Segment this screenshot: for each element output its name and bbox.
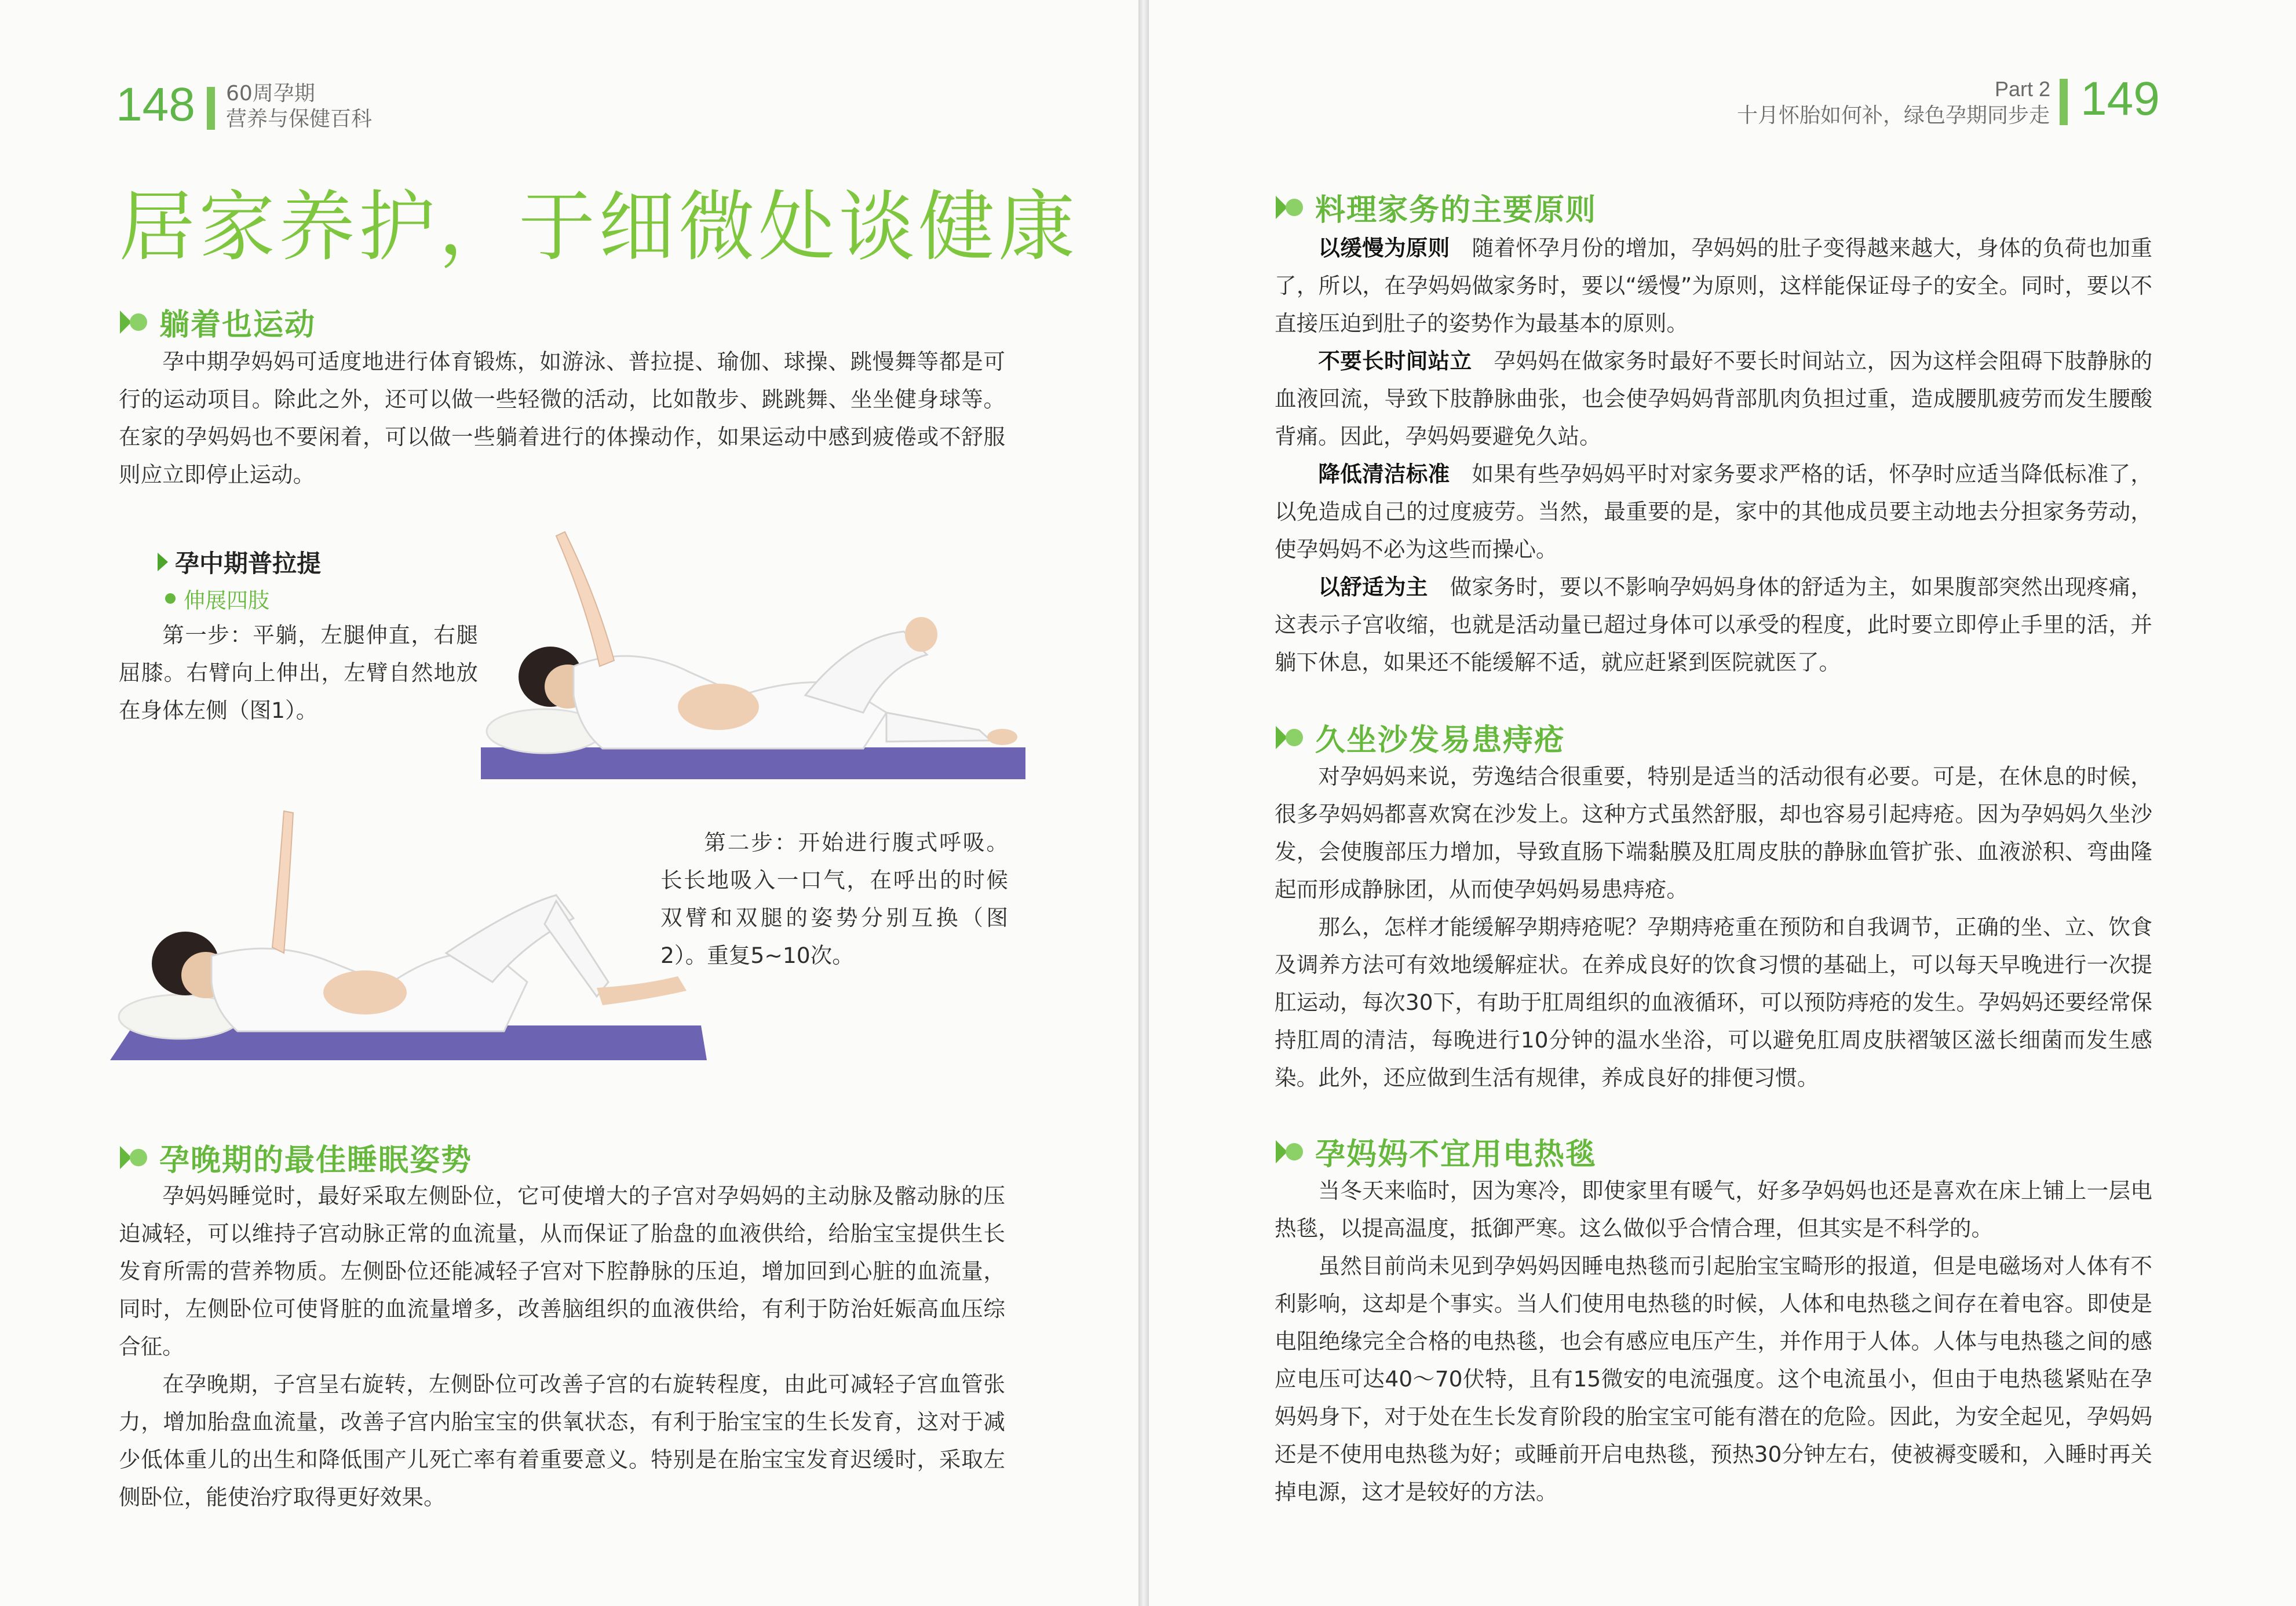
section-marker-icon	[119, 1144, 149, 1171]
blanket-paragraph-2: 虽然目前尚未见到孕妈妈因睡电热毯而引起胎宝宝畸形的报道，但是电磁场对人体有不利影响，这却是个事实。当人们使用电热毯的时候，人体和电热毯之间存在着电容。即使是电阻绝缘完全合格的电热毯，也会有感应电压产生，并作用于人体。人体与电热毯之间的感应电压可达40～70伏特，且有15微安的电流强度。这个电流虽小，但由于电热毯紧贴在孕妈妈身下，对于处在生长发育阶段的胎宝宝可能有潜在的危险。因此，为安全起见，孕妈妈还是不使用电热毯为好；或睡前开启电热毯，预热30分钟左右，使被褥变暖和，入睡时再关掉电源，这才是较好的方法。	[1275, 1253, 2152, 1505]
main-title: 居家养护，于细微处谈健康	[119, 183, 1078, 272]
exercise-title	[158, 545, 321, 579]
section-marker-icon	[1275, 194, 1305, 221]
section-marker-icon	[1275, 1138, 1305, 1166]
housework-item-2	[1275, 342, 2152, 455]
left-page	[0, 0, 1138, 1606]
item-label: 降低清洁标准	[1318, 461, 1450, 487]
housework-item-4	[1275, 568, 2152, 681]
right-page	[1149, 0, 2296, 1606]
exercise-subtitle-text: 伸展四肢	[184, 588, 269, 613]
triangle-icon	[158, 553, 168, 571]
exercise-subtitle	[165, 583, 269, 614]
hemorrhoids-paragraph-1: 对孕妈妈来说，劳逸结合很重要，特别是适当的活动很有必要。可是，在休息的时候，很多孕妈妈都喜欢窝在沙发上。这种方式虽然舒服，却也容易引起痔疮。因为孕妈妈久坐沙发，会使腹部压力增加，导致直肠下端黏膜及肛周皮肤的静脉血管扩张、血液淤积、弯曲隆起而形成静脉团，从而使孕妈妈易患痔疮。	[1275, 764, 2152, 902]
sleep-paragraph-1: 孕妈妈睡觉时，最好采取左侧卧位，它可使增大的子宫对孕妈妈的主动脉及髂动脉的压迫减轻，可以维持子宫动脉正常的血流量，从而保证了胎盘的血液供给，给胎宝宝提供生长发育所需的营养物质。左侧卧位还能减轻子宫对下腔静脉的压迫，增加回到心脏的血流量，同时，左侧卧位可使肾脏的血流量增多，改善脑组织的血液供给，有利于防治妊娠高血压综合征。	[119, 1183, 1005, 1359]
item-label: 以舒适为主	[1318, 574, 1428, 600]
page-number-left: 148	[116, 78, 195, 131]
section-heading-sleep-position	[119, 1136, 472, 1179]
blanket-paragraph-1: 当冬天来临时，因为寒冷，即使家里有暖气，好多孕妈妈也还是喜欢在床上铺上一层电热毯，以提高温度，抵御严寒。这么做似乎合情合理，但其实是不科学的。	[1275, 1178, 2152, 1241]
item-label: 不要长时间站立	[1318, 348, 1472, 374]
section-heading-text: 久坐沙发易患痔疮	[1315, 723, 1566, 758]
page-number-right: 149	[2080, 72, 2160, 125]
section-heading-text: 料理家务的主要原则	[1315, 193, 1597, 228]
section1-paragraph: 孕中期孕妈妈可适度地进行体育锻炼，如游泳、普拉提、瑜伽、球操、跳慢舞等都是可行的运动项目。除此之外，还可以做一些轻微的活动，比如散步、跳跳舞、坐坐健身球等。在家的孕妈妈也不要闲着，可以做一些躺着进行的体操动作，如果运动中感到疲倦或不舒服则应立即停止运动。	[119, 349, 1005, 487]
section-heading-housework	[1275, 185, 1597, 229]
section-heading-electric-blanket	[1275, 1130, 1597, 1173]
sleep-paragraph-2: 在孕晚期，子宫呈右旋转，左侧卧位可改善子宫的右旋转程度，由此可减轻子宫血管张力，增加胎盘血流量，改善子宫内胎宝宝的供氧状态，有利于胎宝宝的生长发育，这对于减少低体重儿的出生和降低围产儿死亡率有着重要意义。特别是在胎宝宝发育迟缓时，采取左侧卧位，能使治疗取得更好效果。	[119, 1371, 1005, 1510]
figure-2-photo	[110, 808, 707, 1063]
item-label: 以缓慢为原则	[1318, 235, 1450, 261]
header-bar-right	[2060, 79, 2068, 125]
book-gutter	[1138, 0, 1149, 1606]
part-title: 十月怀胎如何补，绿色孕期同步走	[1736, 104, 2050, 127]
bullet-dot-icon	[165, 593, 176, 604]
section-heading-hemorrhoids	[1275, 716, 1565, 759]
step2-text: 第二步：开始进行腹式呼吸。长长地吸入一口气，在呼出的时候双臂和双腿的姿势分别互换（图2）。重复5~10次。	[660, 830, 1008, 968]
item-text: 随着怀孕月份的增加，孕妈妈的肚子变得越来越大，身体的负荷也加重了，所以，在孕妈妈做家务时，要以“缓慢”为原则，这样能保证母子的安全。同时，要以不直接压迫到肚子的姿势作为最基本的原则。	[1275, 235, 2153, 336]
exercise-title-text: 孕中期普拉提	[175, 549, 322, 578]
section-heading-text: 孕妈妈不宜用电热毯	[1315, 1137, 1597, 1172]
item-text: 孕妈妈在做家务时最好不要长时间站立，因为这样会阻碍下肢静脉的血液回流，导致下肢静脉曲张，也会使孕妈妈背部肌肉负担过重，造成腰肌疲劳而发生腰酸背痛。因此，孕妈妈要避免久站。	[1275, 348, 2153, 449]
section-heading-text: 躺着也运动	[159, 308, 316, 342]
section-marker-icon	[119, 308, 149, 336]
step1-text: 第一步：平躺，左腿伸直，右腿屈膝。右臂向上伸出，左臂自然地放在身体左侧（图1）。	[119, 622, 478, 723]
section-heading-text: 孕晚期的最佳睡眠姿势	[159, 1143, 473, 1178]
hemorrhoids-paragraph-2: 那么，怎样才能缓解孕期痔疮呢？孕期痔疮重在预防和自我调节，正确的坐、立、饮食及调养方法可有效地缓解症状。在养成良好的饮食习惯的基础上，可以每天早晚进行一次提肛运动，每次30下，有助于肛周组织的血液循环，可以预防痔疮的发生。孕妈妈还要经常保持肛周的清洁，每晚进行10分钟的温水坐浴，可以避免肛周皮肤褶皱区滋长细菌而发生感染。此外，还应做到生活有规律，养成良好的排便习惯。	[1275, 914, 2152, 1090]
section-marker-icon	[1275, 724, 1305, 751]
header-bar-left	[207, 87, 215, 130]
section-heading-lying-exercise	[119, 300, 316, 344]
housework-item-1	[1275, 229, 2152, 342]
item-text: 如果有些孕妈妈平时对家务要求严格的话，怀孕时应适当降低标准了，以免造成自己的过度疲劳。当然，最重要的是，家中的其他成员要主动地去分担家务劳动，使孕妈妈不必为这些而操心。	[1275, 461, 2153, 562]
housework-item-3	[1275, 455, 2152, 568]
item-text: 做家务时，要以不影响孕妈妈身体的舒适为主，如果腹部突然出现疼痛，这表示子宫收缩，也就是活动量已超过身体可以承受的程度，此时要立即停止手里的活，并躺下休息，如果还不能缓解不适，就应赶紧到医院就医了。	[1275, 574, 2153, 675]
part-label: Part 2	[1995, 77, 2051, 101]
book-title-line1: 60周孕期	[226, 82, 315, 105]
book-title-line2: 营养与保健百科	[226, 107, 373, 131]
figure-1-photo	[481, 521, 1025, 779]
